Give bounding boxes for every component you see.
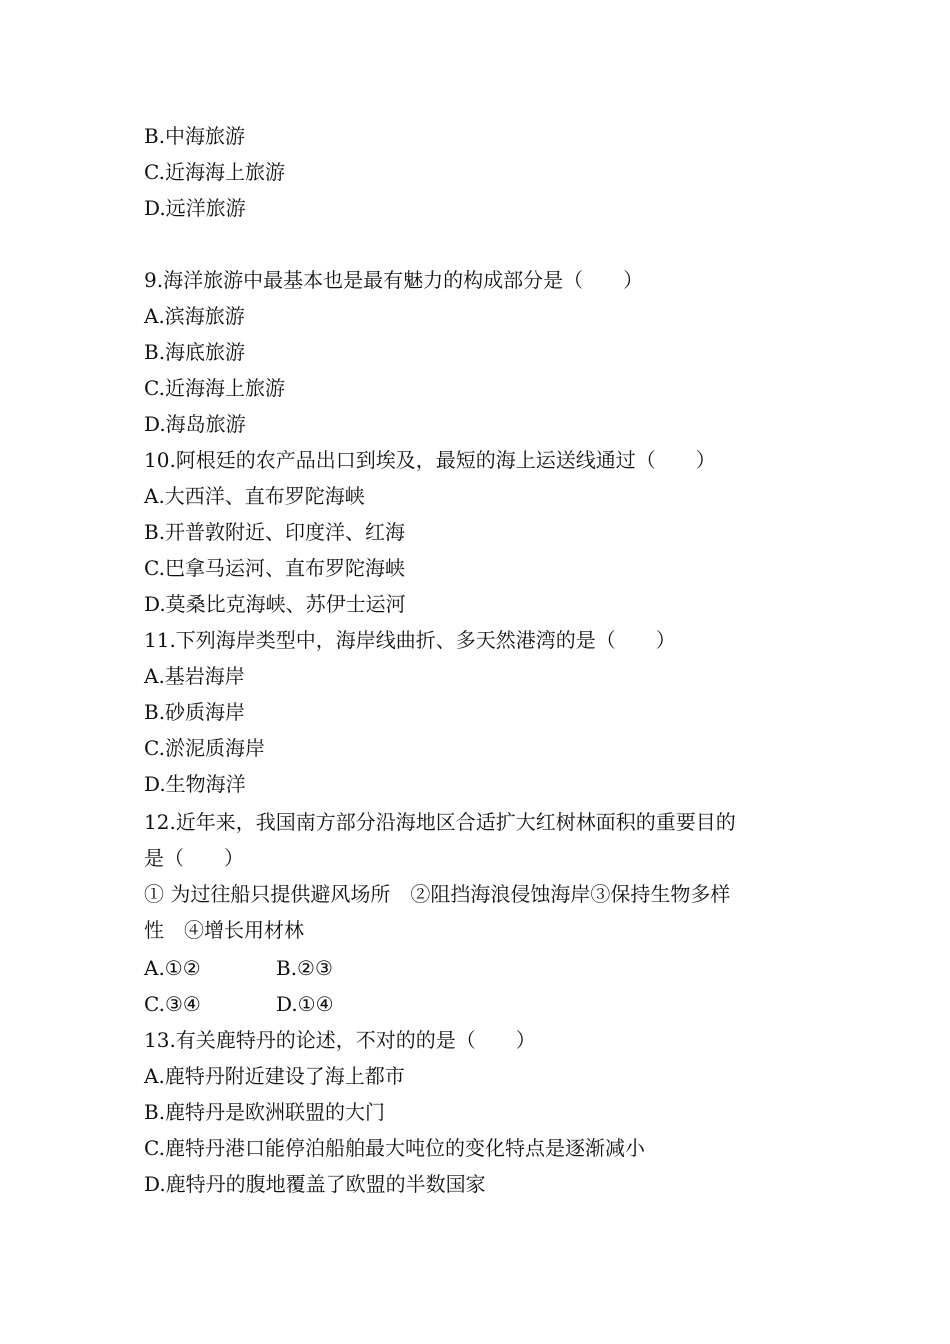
q8-option-b: B.中海旅游 [144, 124, 246, 148]
q8-option-d: D.远洋旅游 [144, 196, 246, 220]
q9-stem: 9.海洋旅游中最基本也是最有魅力的构成部分是（ ） [144, 268, 644, 292]
q11-stem: 11.下列海岸类型中，海岸线曲折、多天然港湾的是（ ） [144, 628, 676, 652]
q11-option-a: A.基岩海岸 [144, 664, 245, 688]
q8-option-c: C.近海海上旅游 [144, 160, 285, 184]
q13-stem: 13.有关鹿特丹的论述，不对的的是（ ） [144, 1028, 536, 1052]
q10-option-c: C.巴拿马运河、直布罗陀海峡 [144, 556, 405, 580]
q10-option-d: D.莫桑比克海峡、苏伊士运河 [144, 592, 406, 616]
q12-items-line1: ① 为过往船只提供避风场所 ②阻挡海浪侵蚀海岸③保持生物多样 [144, 882, 731, 906]
q9-option-a: A.滨海旅游 [144, 304, 245, 328]
q12-option-b: B.②③ [276, 956, 333, 980]
q12-option-c: C.③④ [144, 992, 201, 1016]
q13-option-a: A.鹿特丹附近建设了海上都市 [144, 1064, 405, 1088]
q10-option-b: B.开普敦附近、印度洋、红海 [144, 520, 406, 544]
q12-option-d: D.①④ [276, 992, 334, 1016]
q13-option-b: B.鹿特丹是欧洲联盟的大门 [144, 1100, 386, 1124]
q9-option-b: B.海底旅游 [144, 340, 246, 364]
q12-stem-line2: 是（ ） [144, 846, 244, 870]
q12-items-line2: 性 ④增长用材林 [144, 918, 304, 942]
q11-option-c: C.淤泥质海岸 [144, 736, 265, 760]
q9-option-c: C.近海海上旅游 [144, 376, 285, 400]
q12-option-a: A.①② [144, 956, 201, 980]
q9-option-d: D.海岛旅游 [144, 412, 246, 436]
q13-option-c: C.鹿特丹港口能停泊船舶最大吨位的变化特点是逐渐减小 [144, 1136, 645, 1160]
q13-option-d: D.鹿特丹的腹地覆盖了欧盟的半数国家 [144, 1172, 486, 1196]
q10-stem: 10.阿根廷的农产品出口到埃及，最短的海上运送线通过（ ） [144, 448, 716, 472]
q11-option-b: B.砂质海岸 [144, 700, 246, 724]
q12-stem-line1: 12.近年来，我国南方部分沿海地区合适扩大红树林面积的重要目的 [144, 810, 736, 834]
q11-option-d: D.生物海洋 [144, 772, 246, 796]
q10-option-a: A.大西洋、直布罗陀海峡 [144, 484, 365, 508]
